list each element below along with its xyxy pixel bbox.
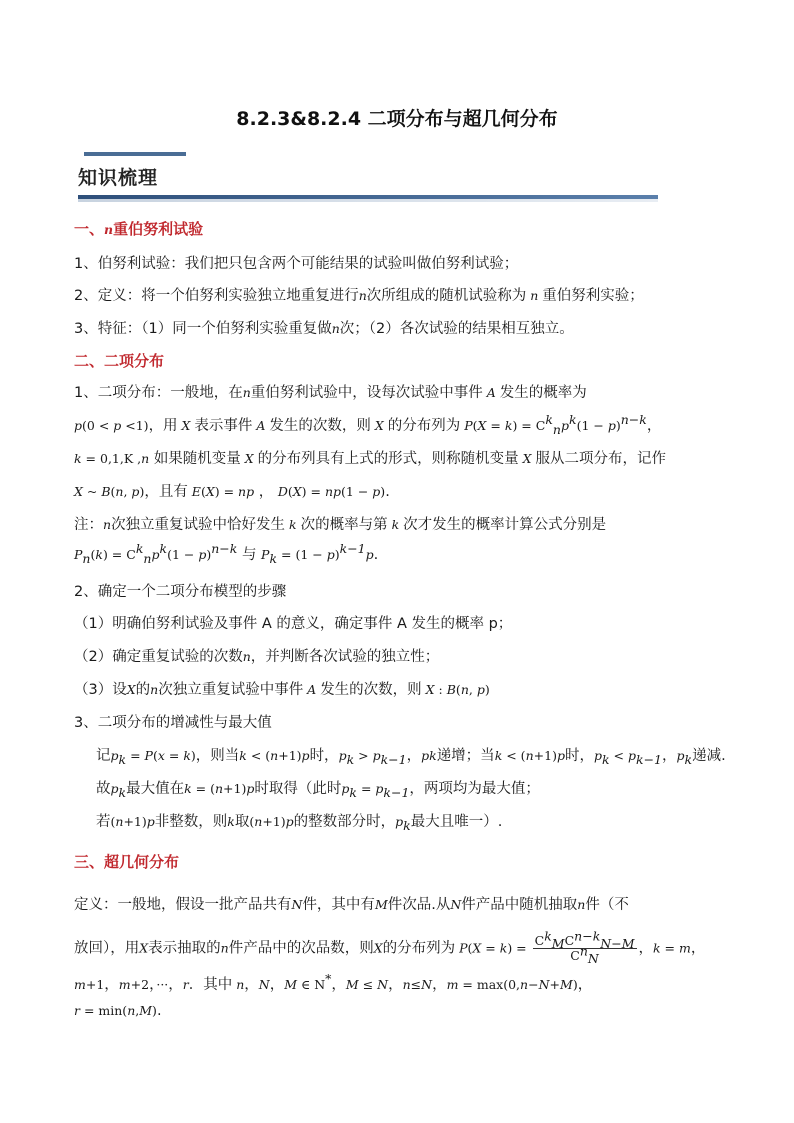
s2-mono-1: 记$p_k = P(x = k)$，则当k < (n+1)p时，$p_k > p_{k-1}$，pk递增；当k < (n+1)p时，$p_k < p_{k-1}$，$p_k$递减. — [96, 748, 726, 767]
s2-step-3: （3）设X的n次独立重复试验中事件 A 发生的次数，则 X : B(n, p) — [74, 682, 490, 698]
banner-top-bar — [84, 152, 186, 156]
s2-line-1: 1、二项分布：一般地，在n重伯努利试验中，设每次试验中事件 A 发生的概率为 — [74, 385, 587, 401]
s1-line-3: 3、特征：（1）同一个伯努利实验重复做n次；（2）各次试验的结果相互独立。 — [74, 321, 574, 337]
s2-mono-2: 故$p_k$最大值在k = (n+1)p时取得（此时$p_k = p_{k-1}$，两项均为最大值； — [96, 781, 540, 800]
s1-line-1: 1、伯努利试验：我们把只包含两个可能结果的试验叫做伯努利试验； — [74, 256, 519, 272]
s2-line-4: X ~ B(n, p)，且有 E(X) = np ， D(X) = np(1 − p). — [74, 484, 390, 500]
document-title: 8.2.3&8.2.4 二项分布与超几何分布 — [236, 108, 558, 130]
s2-step-1: （1）明确伯努利试验及事件 A 的意义，确定事件 A 发生的概率 p； — [74, 616, 513, 632]
s3-line-2: 放回），用X表示抽取的n件产品中的次品数，则X的分布列为 P(X = k) = $\frac{C^k_MC^{n-k}_{N-M}}{C^n_N}$ ，k = m， — [74, 928, 706, 967]
s2-note-2: $P_n(k) = C^k_np^k(1 - p)^{n-k}$ 与 $P_k = (1 - p)^{k-1}p$. — [74, 541, 379, 566]
section-banner — [78, 150, 668, 210]
s2-line-3: k = 0,1,K ,n 如果随机变量 X 的分布列具有上式的形式，则称随机变量 X 服从二项分布，记作 — [74, 451, 667, 467]
s3-line-4: r = min(n,M). — [74, 1003, 162, 1019]
s2-step-title: 2、确定一个二项分布模型的步骤 — [74, 584, 287, 600]
banner-shadow — [78, 199, 658, 202]
s1-line-2: 2、定义：将一个伯努利实验独立地重复进行n次所组成的随机试验称为 n 重伯努利实验； — [74, 288, 644, 304]
s2-mono-title: 3、二项分布的增减性与最大值 — [74, 715, 272, 731]
section-2-heading: 二、二项分布 — [74, 352, 165, 370]
s3-line-1: 定义：一般地，假设一批产品共有N件，其中有M件次品.从N件产品中随机抽取n件（不 — [74, 897, 629, 913]
banner-label: 知识梳理 — [78, 167, 159, 189]
section-1-heading: 一、n重伯努利试验 — [74, 220, 204, 238]
s2-note-1: 注：n次独立重复试验中恰好发生 k 次的概率与第 k 次才发生的概率计算公式分别是 — [74, 517, 607, 533]
s2-line-2: p(0 < p <1)，用 X 表示事件 A 发生的次数，则 X 的分布列为 $P(X = k) = C^k_np^k(1 - p)^{n-k}$， — [74, 412, 662, 437]
s3-line-3: m+1，m+2，···，r．其中 n，N，M ∈ N*，M ≤ N，n≤N，m = max(0,n−N+M)， — [74, 971, 593, 993]
s2-step-2: （2）确定重复试验的次数n，并判断各次试验的独立性； — [74, 649, 440, 665]
hypergeometric-fraction: $\frac{C^k_MC^{n-k}_{N-M}}{C^n_N}$ — [534, 928, 635, 967]
s2-mono-3: 若(n+1)p非整数，则k取(n+1)p的整数部分时，$p_k$最大且唯一）. — [96, 814, 503, 833]
section-3-heading: 三、超几何分布 — [74, 853, 180, 871]
